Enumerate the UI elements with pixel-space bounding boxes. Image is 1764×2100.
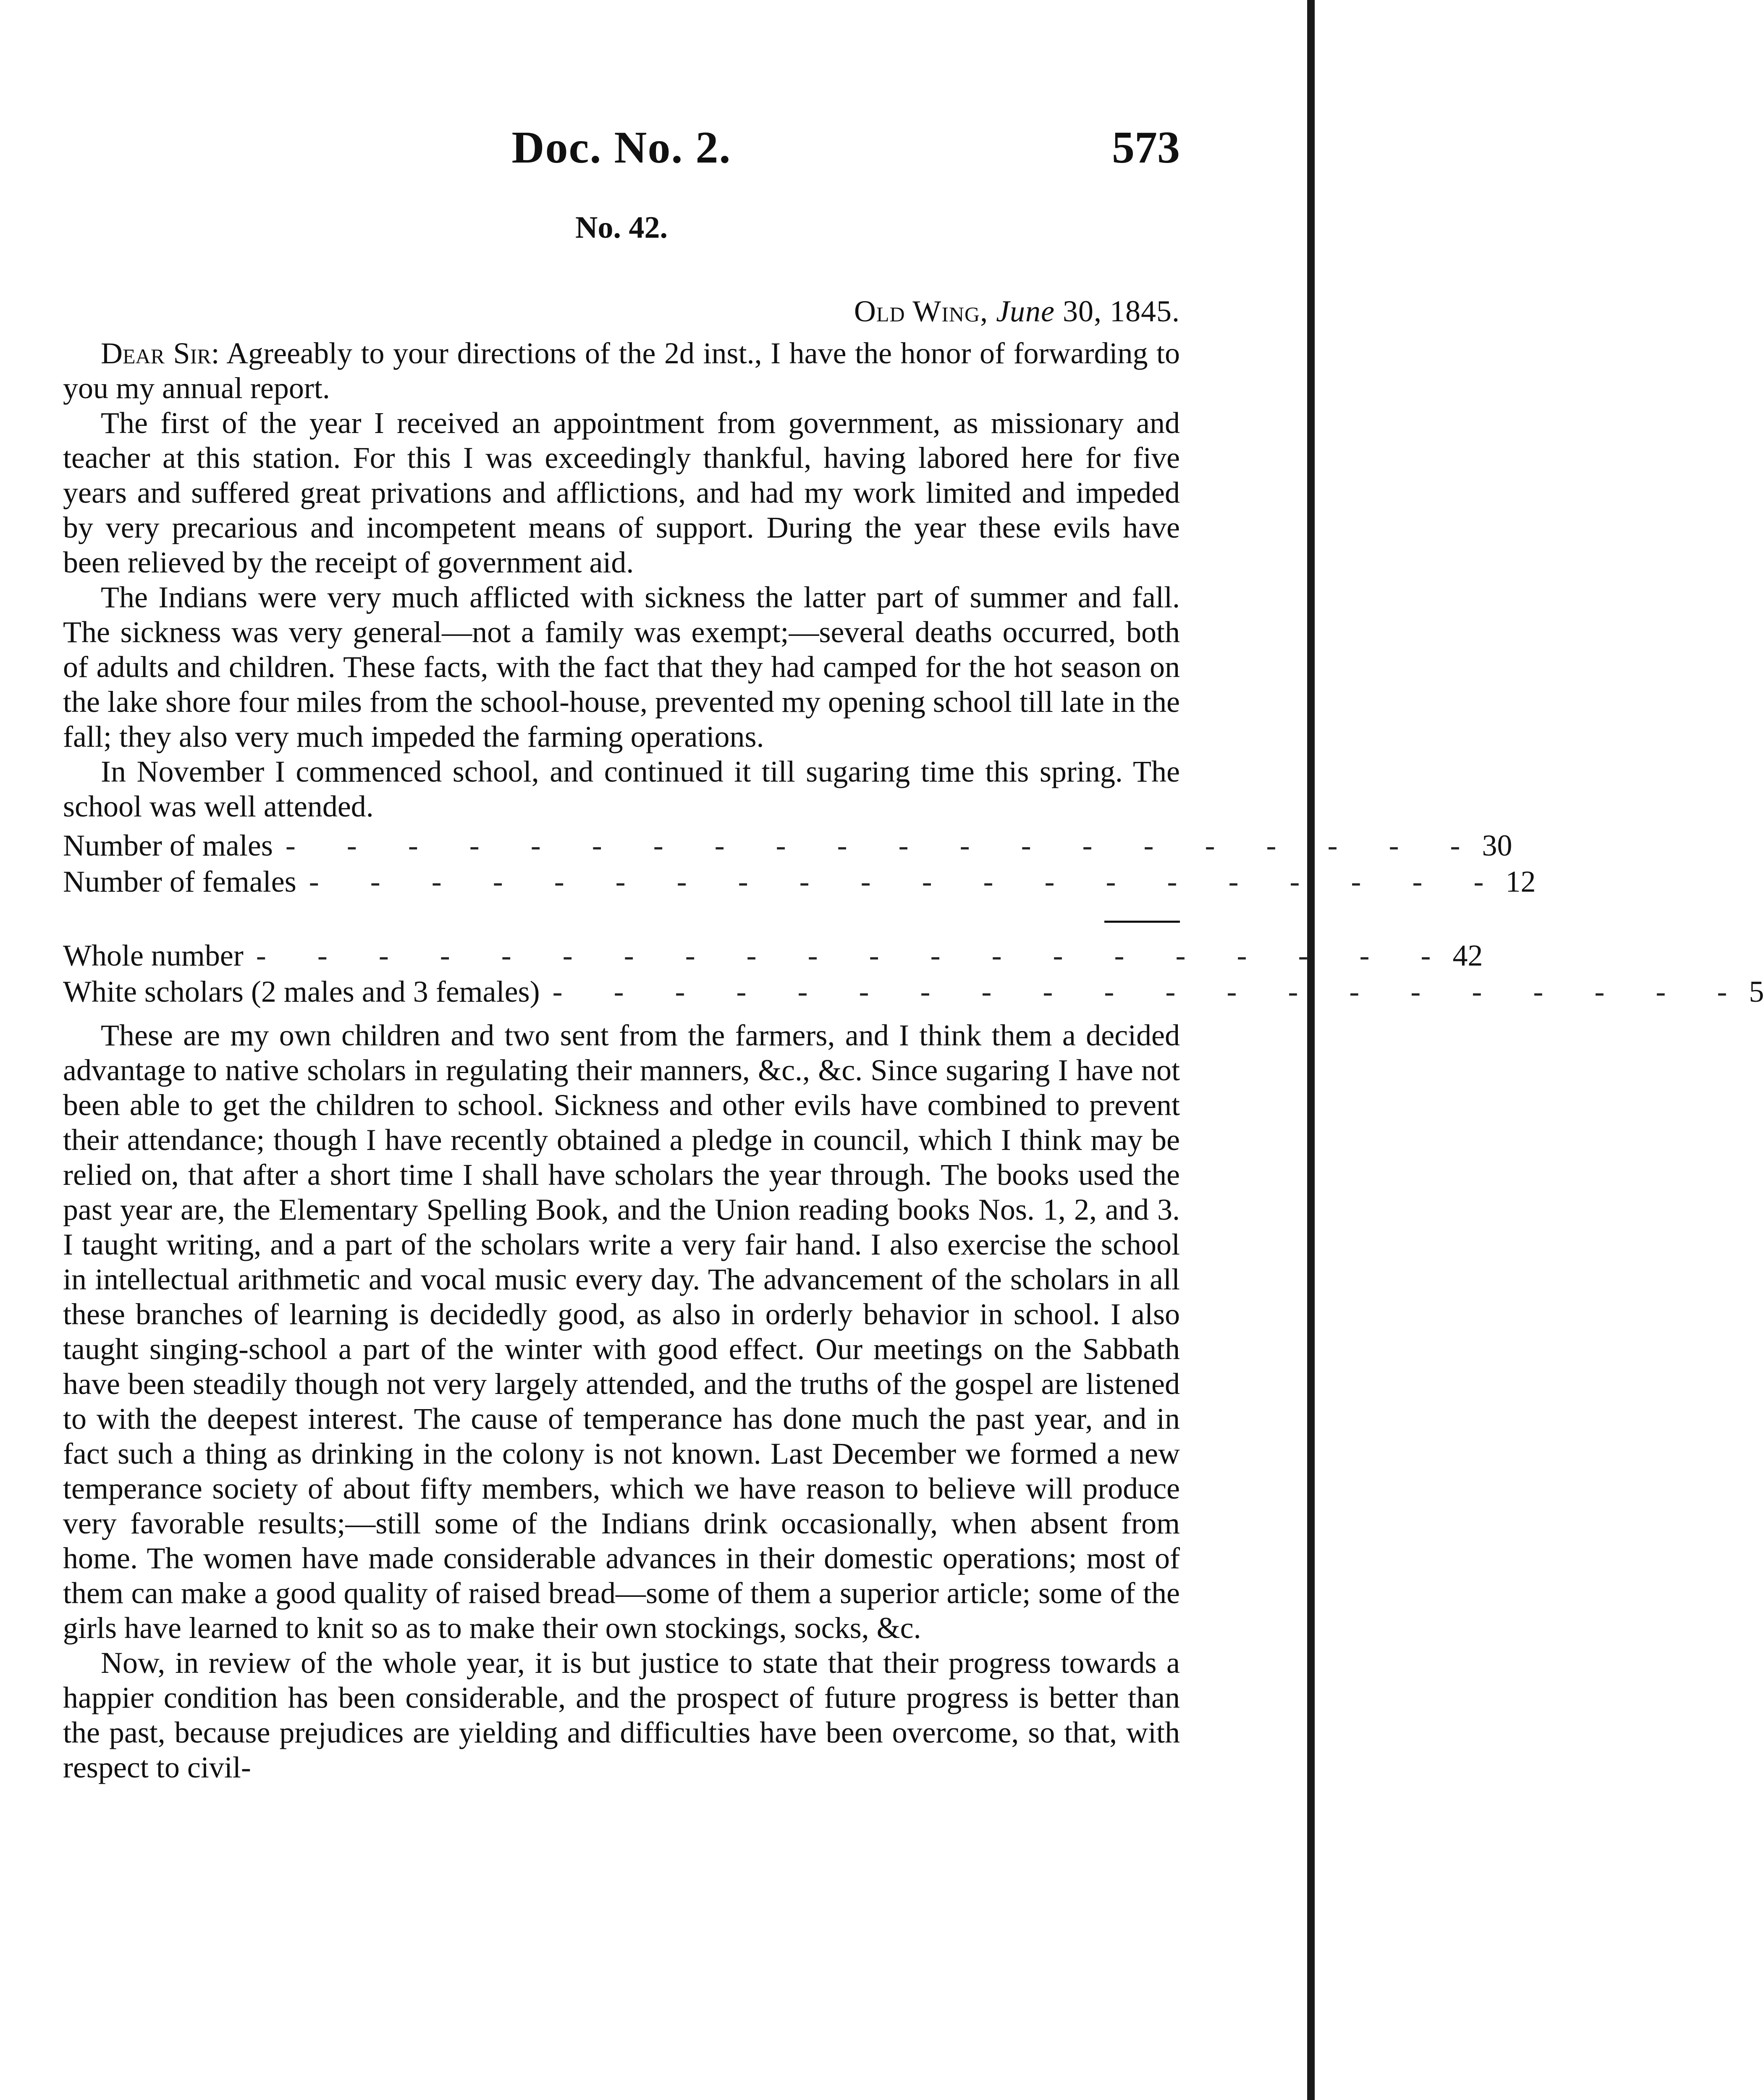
dateline	[854, 294, 1180, 329]
page-number: 573	[1112, 123, 1180, 173]
attendance-table	[63, 828, 1764, 1011]
stat-value: 42	[1452, 939, 1483, 972]
sum-rule	[1104, 921, 1180, 923]
dot-leader: - - - - - - - - - - - - - - - - - - - -	[256, 939, 1453, 972]
dot-leader: - - - - - - - - - - - - - - - - - - - -	[552, 975, 1749, 1008]
dot-leader: - - - - - - - - - - - - - - - - - - - -	[309, 865, 1506, 898]
letter-body	[63, 336, 1764, 1785]
document-page	[63, 0, 1764, 2100]
stat-label: Whole number	[63, 939, 244, 972]
stat-label: Number of females	[63, 865, 296, 898]
stat-row-females	[63, 864, 1536, 900]
stat-row-whole	[63, 938, 1483, 974]
salutation: Dear Sir:	[101, 336, 220, 370]
stat-label: Number of males	[63, 829, 273, 862]
dateline-place: Old Wing,	[854, 294, 988, 328]
dateline-month: June	[996, 294, 1055, 328]
paragraph-opening	[63, 336, 1180, 406]
doc-title: Doc. No. 2.	[511, 123, 731, 173]
report-number: No. 42.	[575, 210, 668, 245]
paragraph-progress: These are my own children and two sent from the farmers, and I think them a decided advantage to native scholars in regulating their manners, &c., &c. Since sugaring I have not been able to get the children to school. Sickness and other evils have combined to prevent their attendance; though I have recently obtained a pledge in council, which I think may be relied on, that after a short time I shall have scholars the year through. The books used the past year are, the Elementary Spelling Book, and the Union reading books Nos. 1, 2, and 3. I taught writing, and a part of the scholars write a very fair hand. I also exercise the school in intellectual arithmetic and vocal music every day. The advancement of the scholars in all these branches of learning is decidedly good, as also in orderly behavior in school. I also taught singing-school a part of the winter with good effect. Our meetings on the Sabbath have been steadily though not very largely attended, and the truths of the gospel are listened to with the deepest interest. The cause of temperance has done much the past year, and in fact such a thing as drinking in the colony is not known. Last December we formed a new temperance society of about fifty members, which we have reason to believe will produce very favorable results;—still some of the Indians drink occasionally, when absent from home. The women have made considerable advances in their domestic operations; most of them can make a good quality of raised bread—some of them a superior article; some of the girls have learned to knit so as to make their own stockings, socks, &c.	[63, 1018, 1180, 1645]
stat-value: 30	[1482, 829, 1512, 862]
dateline-day-year: 30, 1845.	[1063, 294, 1180, 328]
paragraph-appointment: The first of the year I received an appointment from government, as missionary and teacher at this station. For this I was exceedingly thankful, having labored here for five years and suffered great privations and afflictions, and had my work limited and impeded by very precarious and incompetent means of support. During the year these evils have been relieved by the receipt of government aid.	[63, 406, 1180, 579]
paragraph-school-opening: In November I commenced school, and continued it till sugaring time this spring. The school was well attended.	[63, 755, 1180, 823]
stat-label: White scholars (2 males and 3 females)	[63, 975, 540, 1008]
sum-gap	[63, 900, 1180, 938]
dot-leader: - - - - - - - - - - - - - - - - - - - -	[285, 829, 1482, 862]
stat-value: 5	[1749, 975, 1764, 1008]
paragraph-text: Agreeably to your directions of the 2d inst., I have the honor of forwarding to you my annual report.	[63, 336, 1180, 405]
page-edge-shadow	[1307, 0, 1315, 2100]
paragraph-review: Now, in review of the whole year, it is but justice to state that their progress towards a happier condition has been considerable, and the prospect of future progress is better than the past, because prejudices are yielding and difficulties have been overcome, so that, with respect to civil-	[63, 1646, 1180, 1784]
stat-row-males	[63, 828, 1512, 864]
paragraph-sickness: The Indians were very much afflicted with sickness the latter part of summer and fall. The sickness was very general—not a family was exempt;—several deaths occurred, both of adults and children. These facts, with the fact that they had camped for the hot season on the lake shore four miles from the school-house, prevented my opening school till late in the fall; they also very much impeded the farming operations.	[63, 580, 1180, 753]
page-header	[63, 122, 1180, 185]
stat-row-white-scholars	[63, 974, 1764, 1011]
stat-value: 12	[1505, 865, 1536, 898]
